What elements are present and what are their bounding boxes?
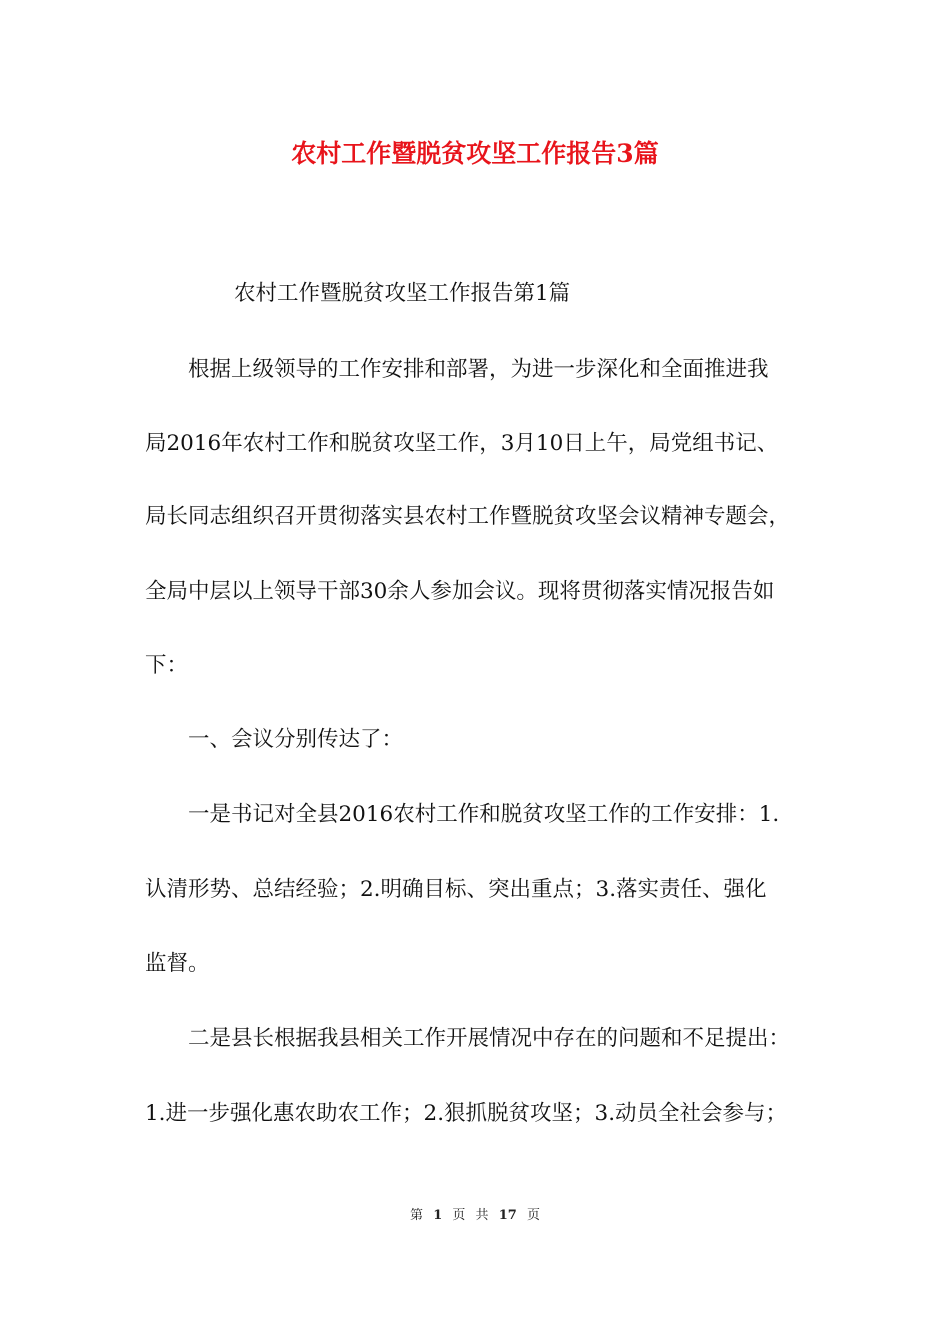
body-line-7: 一是书记对全县2016农村工作和脱贫攻坚工作的工作安排：1. <box>145 802 780 827</box>
page-footer <box>0 1204 950 1228</box>
body-line-11: 1.进一步强化惠农助农工作；2.狠抓脱贫攻坚；3.动员全社会参与； <box>145 1101 788 1126</box>
document-title: 农村工作暨脱贫攻坚工作报告3篇 <box>291 139 659 168</box>
body-line-10: 二是县长根据我县相关工作开展情况中存在的问题和不足提出： <box>145 1026 791 1051</box>
footer-page-word: 页 <box>452 1208 466 1223</box>
section-title: 农村工作暨脱贫攻坚工作报告第1篇 <box>234 281 571 306</box>
body-line-9: 监督。 <box>145 951 210 976</box>
body-line-1: 根据上级领导的工作安排和部署，为进一步深化和全面推进我 <box>145 357 769 382</box>
body-line-3: 局长同志组织召开贯彻落实县农村工作暨脱贫攻坚会议精神专题会， <box>145 504 791 529</box>
footer-prefix: 第 <box>410 1208 424 1223</box>
footer-total-pages: 17 <box>498 1208 517 1223</box>
footer-current-page: 1 <box>433 1208 443 1223</box>
body-line-6: 一、会议分别传达了： <box>145 727 404 752</box>
body-line-2: 局2016年农村工作和脱贫攻坚工作，3月10日上午，局党组书记、 <box>145 431 779 456</box>
footer-suffix: 页 <box>526 1208 540 1223</box>
body-line-8: 认清形势、总结经验；2.明确目标、突出重点；3.落实责任、强化 <box>145 877 767 902</box>
footer-total-word: 共 <box>475 1208 489 1223</box>
body-line-5: 下： <box>145 653 189 678</box>
body-line-4: 全局中层以上领导干部30余人参加会议。现将贯彻落实情况报告如 <box>145 579 775 604</box>
